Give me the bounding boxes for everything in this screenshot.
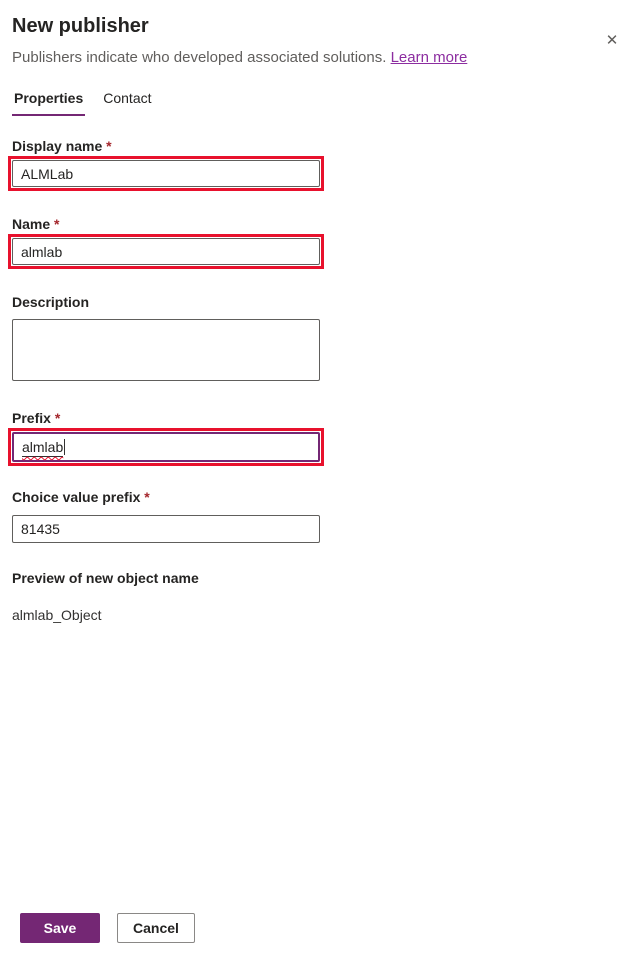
name-label: Name * bbox=[12, 216, 60, 232]
new-publisher-panel bbox=[0, 14, 636, 625]
prefix-value-spellcheck: almlab bbox=[22, 439, 64, 455]
text-caret bbox=[64, 439, 65, 455]
tab-contact[interactable]: Contact bbox=[103, 90, 152, 106]
choice-value-prefix-input[interactable] bbox=[12, 515, 320, 543]
footer-actions bbox=[20, 913, 195, 943]
cancel-button[interactable]: Cancel bbox=[117, 913, 195, 943]
tab-bar bbox=[12, 89, 624, 116]
description-label: Description bbox=[12, 294, 90, 310]
name-input[interactable] bbox=[12, 238, 320, 265]
prefix-label: Prefix * bbox=[12, 410, 61, 426]
close-icon[interactable]: ✕ bbox=[601, 30, 623, 52]
tab-properties[interactable]: Properties bbox=[12, 89, 85, 116]
page-title: New publisher bbox=[12, 15, 149, 37]
required-asterisk: * bbox=[144, 489, 150, 505]
preview-object-name-value: almlab_Object bbox=[12, 607, 102, 623]
display-name-input[interactable] bbox=[12, 160, 320, 187]
display-name-label: Display name * bbox=[12, 138, 112, 154]
prefix-input[interactable] bbox=[12, 432, 320, 462]
choice-value-prefix-label: Choice value prefix * bbox=[12, 489, 150, 505]
preview-object-name-label: Preview of new object name bbox=[12, 570, 199, 586]
learn-more-link[interactable]: Learn more bbox=[390, 49, 468, 66]
panel-description bbox=[12, 48, 624, 68]
panel-description-text: Publishers indicate who developed associated solutions. bbox=[12, 49, 387, 66]
description-textarea[interactable] bbox=[12, 319, 320, 381]
save-button[interactable]: Save bbox=[20, 913, 100, 943]
required-asterisk: * bbox=[106, 138, 112, 154]
required-asterisk: * bbox=[54, 216, 60, 232]
display-name-annotation-box bbox=[8, 156, 324, 191]
required-asterisk: * bbox=[54, 410, 61, 426]
prefix-annotation-box bbox=[8, 428, 324, 466]
name-annotation-box bbox=[8, 234, 324, 269]
